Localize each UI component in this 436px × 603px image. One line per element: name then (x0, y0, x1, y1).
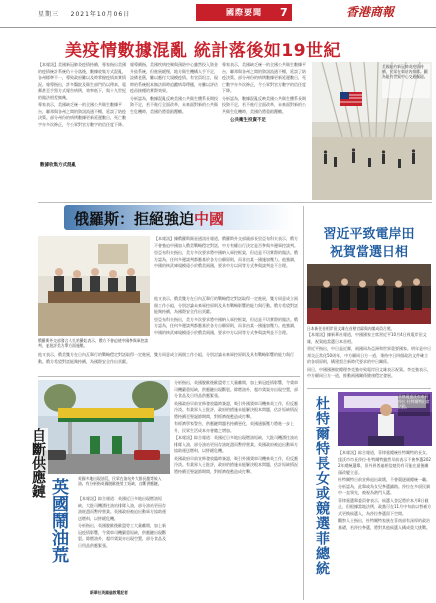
story4-column-1: 【本報訊】綜合報道：英國近日多地出現燃油短缺，大批司機湧往油站排隊入油，部分油站更因存油耗盡而暫停營業。英國政府被迫出動軍方協助運送燃料，以紓緩危機。 分析指出，英國脫歐後歐盟勞工大量離開，加上新冠疫情影響，令貨車司機嚴重短缺，供應鏈出現斷裂。除燃油外，超市貨架亦出現空置，部分食品及日用品供應緊張。 (78, 496, 166, 548)
story1-column-3: 專家表示，美國缺乏統一的全國公共衛生數據平台，聯邦與各州之間的資訊流通不暢，延誤了防疫決策。部分州份的病例數據更新延遲數日，死亡數字亦多次修正，令公眾對官方數字的信任度下降。 分析認為，數據混亂反映美國公共衛生體系長期投資不足，若不進行全面改革，未來面對新的公共衛生危機時，美國仍將重蹈覆轍。 (222, 62, 306, 114)
page-number: 7 (280, 6, 288, 19)
story1-photo-caption: 美國紐約新冠肺炎疫情持續，民眾在車站內排隊。圖為紐約世貿中心交通樞紐。 (382, 64, 430, 98)
story2-column-1: 【本報訊】據俄羅斯衛星通訊社報道，俄羅斯外交部副部長里亞布科夫表示，俄方不會強迫中國加入俄美戰略穩定對話，中方有權自行決定是否參與多邊軍控談判。 里亞布科夫指出，美方多次要求將中國納入軍控框架，但這是不切實際的做法。俄方認為，任何多邊談判都應基於各方自願原則，而非由某一國施加壓力。他強調，中國的核武庫規模遠小於俄美兩國，要求中方以同等方式參與談判並不合理。 (154, 236, 298, 268)
newspaper-logo: 香港商報 (346, 5, 395, 19)
story2-headline: 俄羅斯：拒絕強迫中國 (74, 210, 225, 228)
divider (303, 206, 304, 600)
story4-vertical-title-1: 自斷供應鏈 (30, 428, 46, 498)
story5-vertical-title: 杜特爾特長女或競選菲總統 (314, 396, 330, 576)
story2-column-bottom: 他又表示，俄美雙方在日內瓦舉行的戰略穩定對話取得一定進展，雙方同意成立兩個工作小組，分別討論未來軍控原則及具有戰略影響的能力與行動。俄方希望對話能夠持續，為國際安全作出貢獻。 (38, 352, 294, 364)
story3-photo-caption: 日本新任首相岸田文雄在首相官邸與內閣成員合照。 (307, 326, 395, 331)
story1-column-1: 【本報訊】美國新冠肺炎疫情持續，專家指出美國的疫情統計系統仍十分落後，數據收集方式混亂，各州標準不一，導致政府難以及時掌握疫情真實情況。報導指出，許多醫院及衛生部門仍以傳真、電郵甚至手寫方式報告病例，效率低下，與十九世紀的做法相差無幾。 專家表示，美國缺乏統一的全國公共衛生數據平台，聯邦與各州之間的資訊流通不暢，延誤了防疫決策。部分州份的病例數據更新延遲數日，死亡數字亦多次修正，令公眾對官方數字的信任度下降。 (38, 62, 126, 127)
divider (38, 376, 300, 377)
story4-photo-petrol-station (38, 380, 170, 474)
page-header (0, 0, 436, 28)
story3-headline: 習近平致電岸田 祝賀當選日相 (323, 227, 415, 260)
story2-column-2: 他又表示，俄美雙方在日內瓦舉行的戰略穩定對話取得一定進展，雙方同意成立兩個工作小組，分別討論未來軍控原則及具有戰略影響的能力與行動。俄方希望對話能夠持續，為國際安全作出貢獻。 里亞布科夫指出，美方多次要求將中國納入軍控框架，但這是不切實際的做法。俄方認為，任何多邊談判都應基於各方自願原則，而非由某一國施加壓力。他強調，中國的核武庫規模遠小於俄美兩國，要求中方以同等方式參與談判並不合理。 (154, 296, 298, 335)
main-headline: 美疫情數據混亂 統計落後如19世紀 (64, 41, 342, 61)
story3-photo-officials (307, 264, 431, 324)
story4-vertical-title-2: 英國鬧油荒 (48, 478, 68, 563)
issue-date: 星期三 2021年10月06日 (38, 11, 131, 18)
divider (307, 388, 431, 389)
story1-column-2: 報導續指，美國疾病控制與預防中心雖然投入資金升級系統，但進展緩慢，地方衛生機構人手不足，設備老舊，難以應付大規模疫情。有官員坦言，現時的系統根本無法即時追蹤病毒傳播，亦難以評估疫苗接種的實際效果。 分析認為，數據混亂反映美國公共衛生體系長期投資不足，若不進行全面改革，未來面對新的公共衛生危機時，美國仍將重蹈覆轍。 (130, 62, 218, 114)
story4-column-2: 分析指出，英國脫歐後歐盟勞工大量離開，加上新冠疫情影響，令貨車司機嚴重短缺，供應鏈出現斷裂。除燃油外，超市貨架亦出現空置，部分食品及日用品供應緊張。 英國政府早前宣佈發放臨時簽證，吸引外國貨車司機來英工作，但反應冷淡。有業界人士批評，政府的措施未能解決根本問題，估計短缺情況將持續至聖誕節期間，對經濟復甦造成打擊。 有經濟學家警告，供應鏈問題若持續惡化，英國通脹壓力將進一步上升，民眾生活成本亦會隨之增加。 【本報訊】綜合報道：英國近日多地出現燃油短缺，大批司機湧往油站排隊入油，部分油站更因存油耗盡而暫停營業。英國政府被迫出動軍方協助運送燃料，以紓緩危機。 英國政府早前宣佈發放臨時簽證，吸引外國貨車司機來英工作，但反應冷淡。有業界人士批評，政府的措施未能解決根本問題，估計短缺情況將持續至聖誕節期間，對經濟復甦造成打擊。 (174, 380, 298, 474)
story5-column: 【本報訊】綜合報道，菲律賓總統杜特爾特的長女、達沃市市長莎拉·杜特爾特雖然早前表示不會參選2022年總統選舉，但外界普遍相信她仍有可能在最後關頭改變主意。 杜特爾特日前宣佈退出政壇，不會競逐副總統一職。分析認為，此舉或為女兒參選鋪路。莎拉在多項民調中一直領先，被視為熱門人選。 菲律賓選舉委員會表示，候選人登記將於本月8日截止，但根據當地法例，政黨可在11月中旬前以替補方式更換候選人，為莎拉參選留下空間。 觀察人士指出，杜特爾特家族在菲南部有深厚的政治基礎，若莎拉參選，將對其他候選人構成重大挑戰。 (338, 450, 432, 530)
story2-photo-caption: 俄羅斯外交部發言人扎哈羅娃表示，俄方不會迫使中國參與軍控談判，並批評美方單方面施壓。 (38, 338, 149, 348)
story1-subhead-2: 公共衛生投資不足 (230, 118, 266, 123)
story2-photo-meeting (38, 236, 150, 336)
divider (38, 202, 432, 203)
story1-subhead: 數據收集方式混亂 (40, 163, 76, 168)
story4-credit: 新華社英國倫敦電記者 (90, 590, 128, 595)
story4-photo-caption: 英國多地出現油荒，民眾在油站外大排長龍等候入油。有分析指英國脫歐後勞工短缺，自斷供應鏈。 (78, 476, 162, 486)
story3-body: 【本報訊】據新華社報道，中國國家主席習近平10月4日致電岸田文雄，祝賀他當選日本首相。 習近平指出，中日是近鄰，兩國同為亞洲和世界重要國家。明年是中日邦交正常化50周年，中方願同日方一道，秉持中日四個政治文件確立的各項原則，構建契合新時代要求的中日關係。 同日，中國國務院總理李克強亦致電岸田文雄表示祝賀。李克強表示，中方願同日方一道，推動兩國關係健康穩定發展。 (307, 332, 431, 378)
story5-photo-caption: 菲律賓達沃市市長莎拉·杜特爾特出席活動。 (398, 394, 430, 416)
section-label: 國際要聞 (196, 4, 292, 21)
